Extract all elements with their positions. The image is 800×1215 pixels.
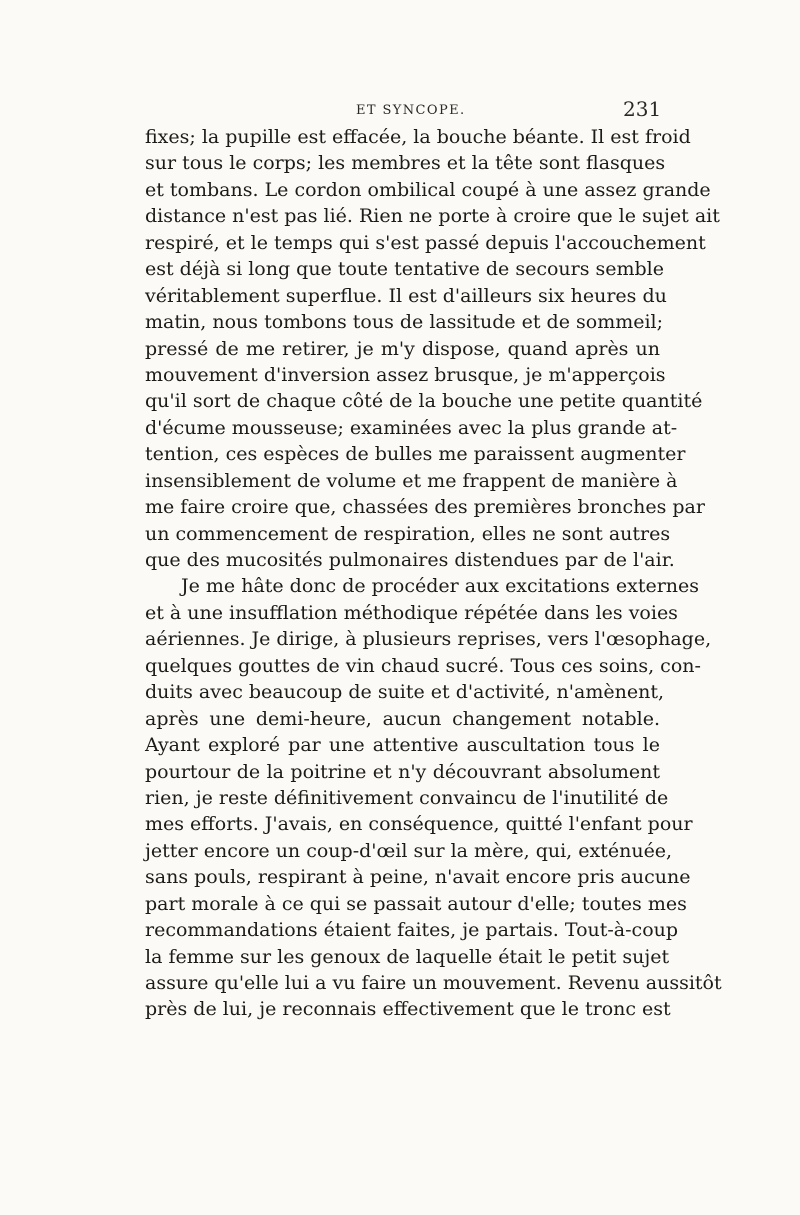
text-line: insensiblement de volume et me frappent de manière à bbox=[145, 469, 678, 492]
text-line: Je me hâte donc de procéder aux excitations externes bbox=[181, 575, 700, 598]
text-line: et tombans. Le cordon ombilical coupé à une assez grande bbox=[145, 178, 711, 201]
text-line: sur tous le corps; les membres et la tête sont flasques bbox=[145, 152, 666, 175]
text-line: quelques gouttes de vin chaud sucré. Tous ces soins, con- bbox=[145, 654, 701, 677]
text-line: me faire croire que, chassées des premières bronches par bbox=[145, 496, 705, 519]
text-line: qu'il sort de chaque côté de la bouche une petite quantité bbox=[145, 390, 703, 413]
paragraph-1 bbox=[145, 124, 720, 573]
text-line: mouvement d'inversion assez brusque, je m'apperçois bbox=[145, 363, 666, 386]
text-line: véritablement superflue. Il est d'ailleurs six heures du bbox=[145, 284, 667, 307]
text-line: un commencement de respiration, elles ne sont autres bbox=[145, 522, 671, 545]
text-line: mes efforts. J'avais, en conséquence, quitté l'enfant pour bbox=[145, 813, 693, 836]
text-line: jetter encore un coup-d'œil sur la mère, qui, exténuée, bbox=[145, 839, 673, 862]
text-line: pourtour de la poitrine et n'y découvrant absolument bbox=[145, 760, 660, 783]
text-line: fixes; la pupille est effacée, la bouche béante. Il est froid bbox=[145, 126, 691, 148]
text-line: part morale à ce qui se passait autour d'elle; toutes mes bbox=[145, 892, 687, 915]
text-line: près de lui, je reconnais effectivement que le tronc est bbox=[145, 998, 671, 1021]
text-line: pressé de me retirer, je m'y dispose, quand après un bbox=[145, 337, 660, 360]
body-text bbox=[145, 124, 722, 1023]
text-line: la femme sur les genoux de laquelle était le petit sujet bbox=[145, 945, 670, 968]
text-line: et à une insufflation méthodique répétée dans les voies bbox=[145, 601, 678, 624]
text-line: sans pouls, respirant à peine, n'avait encore pris aucune bbox=[145, 866, 691, 889]
text-line: est déjà si long que toute tentative de secours semble bbox=[145, 258, 665, 281]
text-line: après une demi-heure, aucun changement notable. bbox=[145, 707, 660, 730]
text-line: que des mucosités pulmonaires distendues par de l'air. bbox=[145, 549, 675, 571]
text-line: matin, nous tombons tous de lassitude et de sommeil; bbox=[145, 311, 664, 334]
text-line: respiré, et le temps qui s'est passé depuis l'accouchement bbox=[145, 231, 706, 254]
paragraph-2 bbox=[145, 573, 722, 1022]
text-line: recommandations étaient faites, je partais. Tout-à-coup bbox=[145, 919, 679, 942]
running-title: ET SYNCOPE. bbox=[356, 103, 466, 118]
text-line: aériennes. Je dirige, à plusieurs reprises, vers l'œsophage, bbox=[145, 628, 712, 651]
text-line: tention, ces espèces de bulles me paraissent augmenter bbox=[145, 443, 686, 466]
text-line: d'écume mousseuse; examinées avec la plus grande at- bbox=[145, 416, 678, 439]
page-number: 231 bbox=[623, 97, 662, 121]
text-line: Ayant exploré par une attentive auscultation tous le bbox=[145, 734, 660, 757]
text-line: distance n'est pas lié. Rien ne porte à croire que le sujet ait bbox=[145, 205, 720, 228]
text-line: duits avec beaucoup de suite et d'activité, n'amènent, bbox=[145, 681, 665, 704]
text-line: rien, je reste définitivement convaincu de l'inutilité de bbox=[145, 786, 669, 809]
text-line: assure qu'elle lui a vu faire un mouvement. Revenu aussitôt bbox=[145, 972, 722, 994]
